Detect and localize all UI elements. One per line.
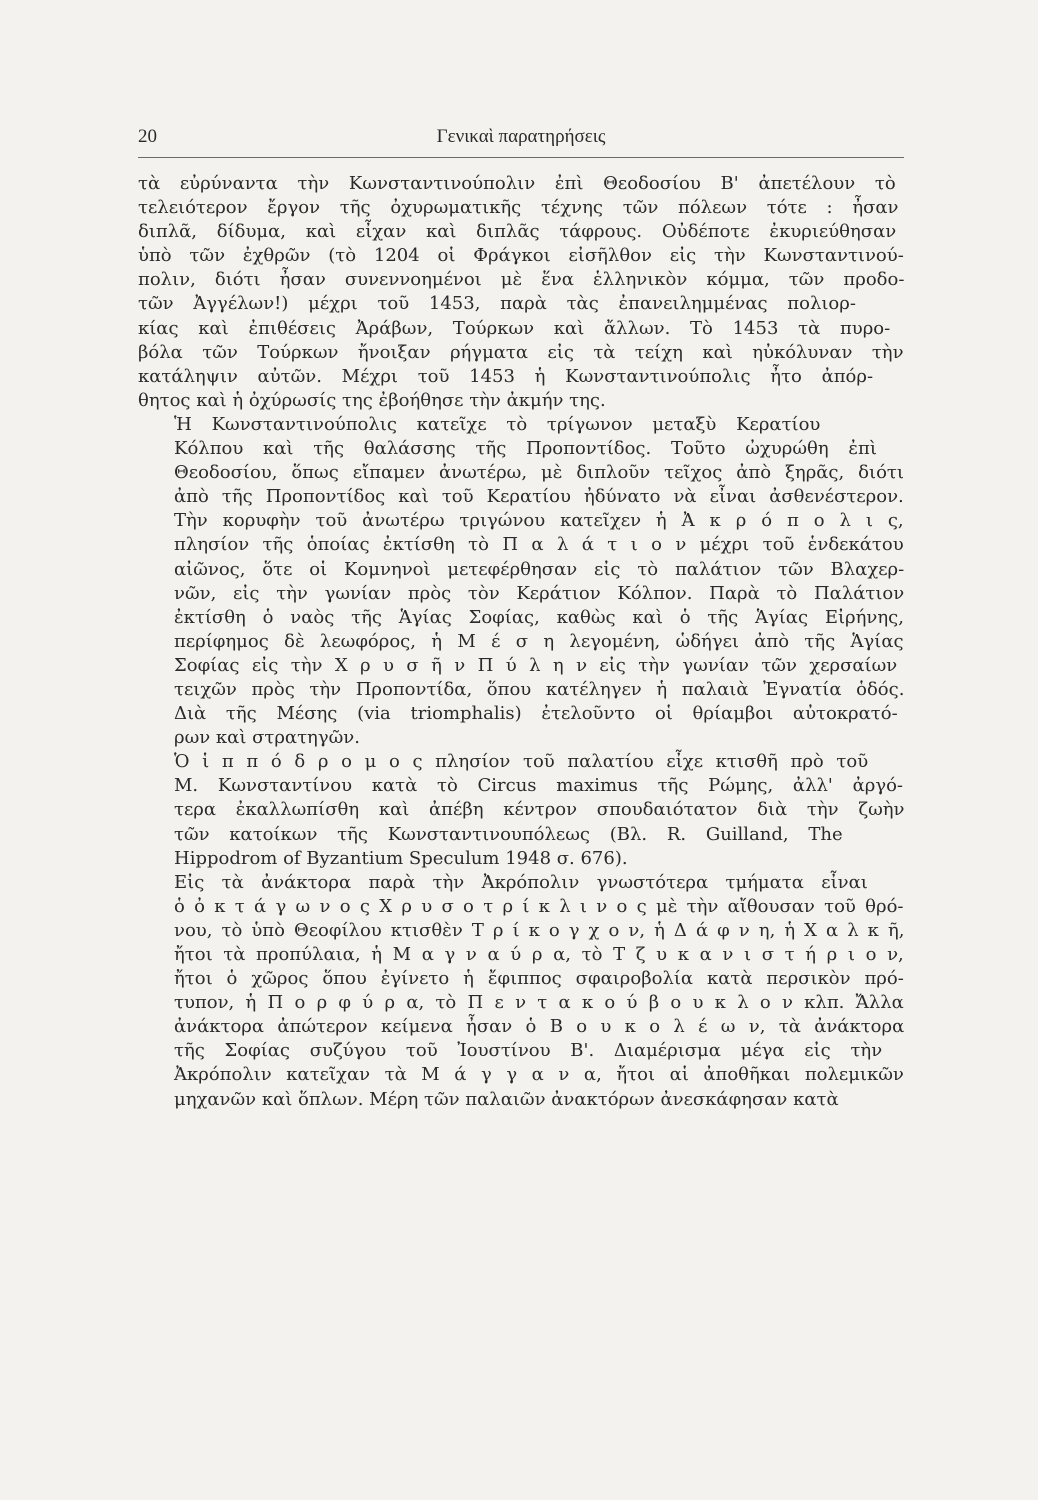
page-header (138, 126, 904, 154)
text-line: ἤτοι ὁ χῶρος ὅπου ἐγίνετο ἡ ἔφιππος σφαιροβολία κατὰ περσικὸν πρό- (174, 968, 904, 990)
text-line: ἀπὸ τῆς Προποντίδος καὶ τοῦ Κερατίου ἠδύνατο νὰ εἶναι ἀσθενέστερον. (174, 486, 904, 508)
header-rule (138, 157, 904, 158)
text-line: ἐκτίσθη ὁ ναὸς τῆς Ἁγίας Σοφίας, καθὼς καὶ ὁ τῆς Ἁγίας Εἰρήνης, (174, 606, 904, 628)
text-line: μηχανῶν καὶ ὅπλων. Μέρη τῶν παλαιῶν ἀνακτόρων ἀνεσκάφησαν κατὰ (174, 1088, 839, 1110)
body-text (138, 172, 904, 1112)
text-line: κατάληψιν αὐτῶν. Μέχρι τοῦ 1453 ἡ Κωνσταντινούπολις ἦτο ἀπόρ- (138, 365, 874, 387)
text-line: Σοφίας εἰς τὴν Χ ρ υ σ ῆ ν Π ύ λ η ν εἰς τὴν γωνίαν τῶν χερσαίων (174, 654, 898, 676)
text-line: τῶν Ἀγγέλων!) μέχρι τοῦ 1453, παρὰ τὰς ἐπανειλημμένας πολιορ- (138, 293, 856, 315)
text-line: βόλα τῶν Τούρκων ἤνοιξαν ρήγματα εἰς τὰ τείχη καὶ ηὐκόλυναν τὴν (138, 341, 904, 363)
text-line: Κόλπου καὶ τῆς θαλάσσης τῆς Προποντίδος. Τοῦτο ὠχυρώθη ἐπὶ (174, 438, 877, 460)
text-line: Ἀκρόπολιν κατεῖχαν τὰ Μ ά γ γ α ν α, ἤτοι αἱ ἀποθῆκαι πολεμικῶν (174, 1064, 904, 1086)
text-line: ὑπὸ τῶν ἐχθρῶν (τὸ 1204 οἱ Φράγκοι εἰσῆλθον εἰς τὴν Κωνσταντινού- (138, 245, 904, 267)
text-line: Διὰ τῆς Μέσης (via triomphalis) ἐτελοῦντο οἱ θρίαμβοι αὐτοκρατό- (174, 703, 898, 725)
text-line: Ὁ ἱ π π ό δ ρ ο μ ο ς πλησίον τοῦ παλατίου εἶχε κτισθῆ πρὸ τοῦ (174, 751, 869, 773)
text-line: διπλᾶ, δίδυμα, καὶ εἶχαν καὶ διπλᾶς τάφρους. Οὐδέποτε ἐκυριεύθησαν (138, 221, 897, 243)
text-line: ἤτοι τὰ προπύλαια, ἡ Μ α γ ν α ύ ρ α, τὸ Τ ζ υ κ α ν ι σ τ ή ρ ι ο ν, (174, 944, 904, 965)
text-line: ἀνάκτορα ἀπώτερον κείμενα ἦσαν ὁ Β ο υ κ ο λ έ ω ν, τὰ ἀνάκτορα (174, 1016, 905, 1038)
text-line: ρων καὶ στρατηγῶν. (174, 727, 360, 749)
text-line: περίφημος δὲ λεωφόρος, ἡ Μ έ σ η λεγομένη, ὡδήγει ἀπὸ τῆς Ἁγίας (174, 630, 904, 652)
text-line: θητος καὶ ἡ ὀχύρωσίς της ἐβοήθησε τὴν ἀκμήν της. (138, 389, 606, 411)
text-line: τυπον, ἡ Π ο ρ φ ύ ρ α, τὸ Π ε ν τ α κ ο ύ β ο υ κ λ ο ν κλπ. Ἄλλα (174, 992, 904, 1014)
text-line: Τὴν κορυφὴν τοῦ ἀνωτέρω τριγώνου κατεῖχεν ἡ Ἀ κ ρ ό π ο λ ι ς, (174, 510, 904, 532)
text-line: Θεοδοσίου, ὅπως εἴπαμεν ἀνωτέρω, μὲ διπλοῦν τεῖχος ἀπὸ ξηρᾶς, διότι (174, 462, 904, 484)
text-line: τῶν κατοίκων τῆς Κωνσταντινουπόλεως (Βλ. R. Guilland, The (174, 823, 843, 845)
paragraph (138, 172, 904, 413)
paragraph (138, 871, 904, 1112)
text-line: κίας καὶ ἐπιθέσεις Ἀράβων, Τούρκων καὶ ἄλλων. Τὸ 1453 τὰ πυρο- (138, 317, 891, 339)
text-line: νου, τὸ ὑπὸ Θεοφίλου κτισθὲν Τ ρ ί κ ο γ χ ο ν, ἡ Δ ά φ ν η, ἡ Χ α λ κ ῆ, (174, 919, 905, 941)
text-line: νῶν, εἰς τὴν γωνίαν πρὸς τὸν Κεράτιον Κόλπον. Παρὰ τὸ Παλάτιον (174, 582, 905, 604)
text-line: τειχῶν πρὸς τὴν Προποντίδα, ὅπου κατέληγεν ἡ παλαιὰ Ἐγνατία ὁδός. (174, 678, 905, 700)
page-number: 20 (138, 126, 157, 147)
text-line: Hippodrom of Byzantium Speculum 1948 σ. 676). (174, 847, 628, 869)
text-line: Μ. Κωνσταντίνου κατὰ τὸ Circus maximus τῆς Ρώμης, ἀλλ' ἀργό- (174, 775, 903, 797)
text-line: Εἰς τὰ ἀνάκτορα παρὰ τὴν Ἀκρόπολιν γνωστότερα τμήματα εἶναι (174, 871, 868, 893)
text-line: αἰῶνος, ὅτε οἱ Κομνηνοὶ μετεφέρθησαν εἰς τὸ παλάτιον τῶν Βλαχερ- (174, 558, 905, 580)
text-line: ὁ ὀ κ τ ά γ ω ν ο ς Χ ρ υ σ ο τ ρ ί κ λ ι ν ο ς μὲ τὴν αἴθουσαν τοῦ θρό- (174, 895, 904, 917)
text-line: τὰ εὐρύναντα τὴν Κωνσταντινούπολιν ἐπὶ Θεοδοσίου Β' ἀπετέλουν τὸ (138, 173, 896, 194)
paragraph (138, 413, 904, 750)
text-line: τῆς Σοφίας συζύγου τοῦ Ἰουστίνου Β'. Διαμέρισμα μέγα εἰς τὴν (174, 1040, 883, 1062)
text-line: πλησίον τῆς ὁποίας ἐκτίσθη τὸ Π α λ ά τ ι ο ν μέχρι τοῦ ἑνδεκάτου (174, 534, 904, 556)
text-line: τερα ἐκαλλωπίσθη καὶ ἀπέβη κέντρον σπουδαιότατον διὰ τὴν ζωὴν (174, 799, 905, 821)
text-line: πολιν, διότι ἦσαν συνεννοημένοι μὲ ἕνα ἑλληνικὸν κόμμα, τῶν προδο- (138, 269, 905, 291)
running-title: Γενικαὶ παρατηρήσεις (436, 126, 606, 147)
paragraph (138, 750, 904, 870)
text-line: τελειότερον ἔργον τῆς ὀχυρωματικῆς τέχνης τῶν πόλεων τότε : ἦσαν (138, 197, 899, 219)
text-line: Ἡ Κωνσταντινούπολις κατεῖχε τὸ τρίγωνον μεταξὺ Κερατίου (174, 413, 821, 435)
